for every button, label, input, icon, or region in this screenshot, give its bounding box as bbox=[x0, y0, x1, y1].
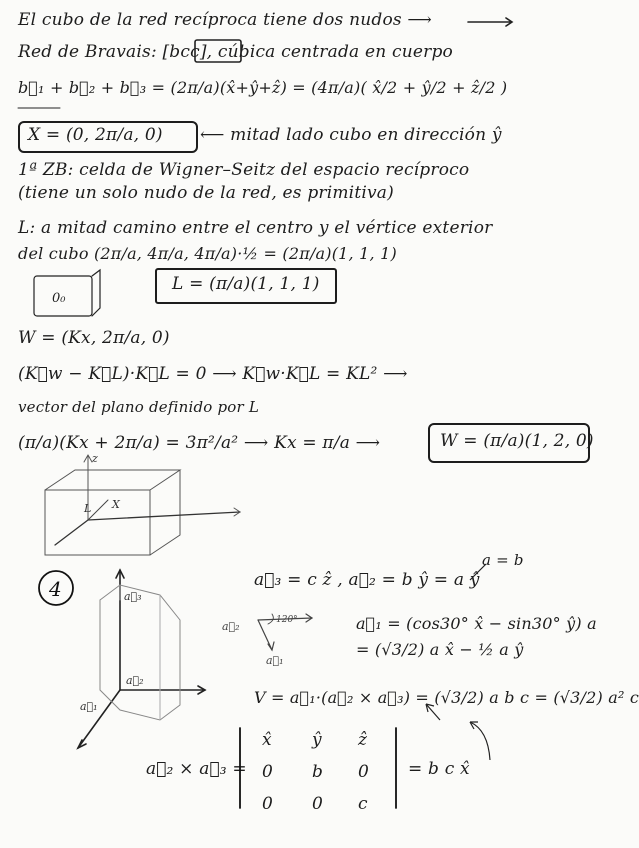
det-r1-c1: x̂ bbox=[262, 730, 272, 750]
note-line-18: V = a⃗₁·(a⃗₂ × a⃗₃) = (√3/2) a b c = (√3/2) a² c bbox=[254, 688, 639, 707]
bz-label-z: z bbox=[92, 452, 98, 465]
angle-a2-label: a⃗₂ bbox=[222, 620, 240, 633]
prism-label-a1: a⃗₁ bbox=[80, 700, 98, 713]
det-r2-c2: b bbox=[312, 762, 324, 782]
angle-label: 120° bbox=[276, 615, 298, 625]
det-r3-c1: 0 bbox=[262, 794, 274, 814]
note-line-7: L: a mitad camino entre el centro y el vértice exterior bbox=[18, 218, 493, 238]
note-line-17: = (√3/2) a x̂ − ½ a ŷ bbox=[356, 640, 524, 659]
note-line-9: L = (π/a)(1, 1, 1) bbox=[172, 274, 320, 294]
note-line-19b: = b c x̂ bbox=[408, 759, 470, 779]
bz-label-x: X bbox=[112, 498, 120, 511]
det-r1-c3: ẑ bbox=[358, 730, 368, 750]
note-line-4b: ⟵ mitad lado cubo en dirección ŷ bbox=[200, 125, 502, 145]
det-r2-c3: 0 bbox=[358, 762, 370, 782]
note-line-2: Red de Bravais: [bcc], cúbica centrada en cuerpo bbox=[18, 42, 453, 62]
note-line-12: vector del plano definido por L bbox=[18, 398, 260, 416]
problem-number: 4 bbox=[49, 577, 62, 601]
note-line-11: (K⃗w − K⃗L)·K⃗L = 0 ⟶ K⃗w·K⃗L = KL² ⟶ bbox=[18, 364, 408, 384]
note-line-15b: a = b bbox=[482, 551, 524, 569]
prism-label-a3: a⃗₃ bbox=[124, 590, 142, 603]
det-r1-c2: ŷ bbox=[312, 730, 322, 750]
note-line-10: W = (Kx, 2π/a, 0) bbox=[18, 328, 170, 348]
note-line-8: del cubo (2π/a, 4π/a, 4π/a)·½ = (2π/a)(1, 1, 1) bbox=[18, 244, 397, 263]
det-r2-c1: 0 bbox=[262, 762, 274, 782]
note-line-19: a⃗₂ × a⃗₃ = bbox=[146, 759, 247, 779]
note-line-13b: W = (π/a)(1, 2, 0) bbox=[440, 431, 594, 451]
bz-label-l: L bbox=[84, 502, 92, 515]
note-line-4: X = (0, 2π/a, 0) bbox=[28, 125, 163, 145]
note-line-5: 1ª ZB: celda de Wigner–Seitz del espacio recíproco bbox=[18, 160, 470, 180]
det-r3-c3: c bbox=[358, 794, 368, 814]
note-line-16: a⃗₁ = (cos30° x̂ − sin30° ŷ) a bbox=[356, 614, 597, 633]
note-line-6: (tiene un solo nudo de la red, es primitiva) bbox=[18, 183, 394, 203]
angle-a1-label: a⃗₁ bbox=[266, 654, 284, 667]
note-line-1: El cubo de la red recíproca tiene dos nudos ⟶ bbox=[18, 10, 432, 30]
det-r3-c2: 0 bbox=[312, 794, 324, 814]
note-line-13: (π/a)(Kx + 2π/a) = 3π²/a² ⟶ Kx = π/a ⟶ bbox=[18, 433, 381, 453]
cube-sketch-label: 0₀ bbox=[52, 291, 66, 306]
note-line-3: b⃗₁ + b⃗₂ + b⃗₃ = (2π/a)(x̂+ŷ+ẑ) = (4π/a)( x̂/2 + ŷ/2 + ẑ/2 ) bbox=[18, 78, 508, 97]
note-line-15: a⃗₃ = c ẑ , a⃗₂ = b ŷ = a ŷ bbox=[254, 570, 480, 590]
prism-label-a2: a⃗₂ bbox=[126, 674, 144, 687]
